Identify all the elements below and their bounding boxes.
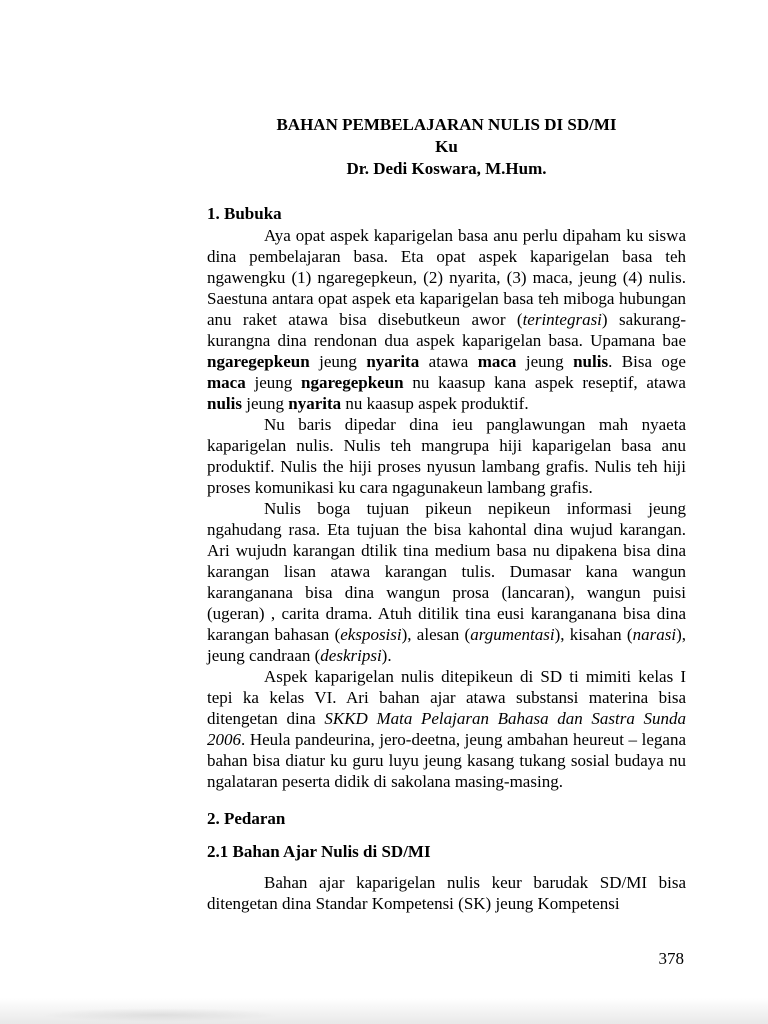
text-run: nyarita [288,394,342,413]
text-run: ), kisahan ( [554,625,633,644]
text-run: eksposisi [340,625,402,644]
text-run: nu kaasup kana aspek reseptif, atawa [403,373,686,392]
subsection-heading: 2.1 Bahan Ajar Nulis di SD/MI [207,842,431,861]
text-run: ngaregepkeun [207,352,310,371]
text-run: jeung [309,352,367,371]
text-run: . Heula pandeurina, jero-deetna, jeung ambahan heureut – legana bahan bisa diatur ku guru luyu jeung kasang tukang sosial budaya nu ngalataran peserta didik di sakolana masing-masing. [207,730,686,791]
text-run: Bahan ajar kaparigelan nulis keur barudak SD/MI bisa ditengetan dina Standar Kompetensi (SK) jeung Kompetensi [207,873,686,913]
text-run: SKKD Mata Pelajaran Bahasa dan Sastra Sunda 2006 [207,709,686,749]
document-body [207,203,686,914]
text-run: ) sakurang-kurangna dina rendonan dua aspek kaparigelan basa. Upamana bae [207,310,686,350]
text-run: ), alesan ( [401,625,471,644]
section-heading: 2. Pedaran [207,809,286,828]
document-content [207,114,686,914]
text-run: nu kaasup aspek produktif. [341,394,529,413]
paragraph [207,872,686,914]
text-run: narasi [632,625,677,644]
text-run: ), jeung candraan ( [207,625,686,665]
paragraph [207,414,686,498]
text-run: jeung [516,352,574,371]
paragraph [207,225,686,414]
text-run: Nu baris dipedar dina ieu panglawungan mah nyaeta kaparigelan nulis. Nulis teh mangrupa hiji kaparigelan basa anu produktif. Nulis the hiji proses nyusun lambang grafis. Nulis teh hiji proses komunikasi ku cara ngagunakeun lambang grafis. [207,415,686,497]
scan-shadow-artifact [0,998,768,1024]
paragraph [207,666,686,792]
text-run: nulis [207,394,242,413]
text-run: nyarita [366,352,420,371]
text-run: Aya opat aspek kaparigelan basa anu perlu dipaham ku siswa dina pembelajaran basa. Eta opat aspek kaparigelan basa teh ngawengku (1) ngaregepkeun, (2) nyarita, (3) maca, jeung (4) nulis. Saestuna antara opat aspek eta kaparigelan basa teh miboga hubungan anu raket atawa bisa disebutkeun awor ( [207,226,686,329]
text-run: maca [207,373,246,392]
text-run: ngaregepkeun [300,373,404,392]
text-run: jeung [245,373,301,392]
text-run: deskripsi [320,646,382,665]
text-run: atawa [419,352,478,371]
title-block [207,114,686,180]
page-number: 378 [658,949,684,968]
text-run: Aspek kaparigelan nulis ditepikeun di SD ti mimiti kelas I tepi ka kelas VI. Ari bahan ajar atawa substansi materina bisa ditengetan dina [207,667,686,728]
text-run: . Bisa oge [608,352,686,371]
text-run: terintegrasi [522,310,602,329]
paragraph [207,498,686,666]
text-run: jeung [241,394,289,413]
doc-author: Dr. Dedi Koswara, M.Hum. [346,159,547,178]
scan-smudge-artifact [40,1008,280,1022]
doc-byline: Ku [435,137,458,156]
text-run: Nulis boga tujuan pikeun nepikeun informasi jeung ngahudang rasa. Eta tujuan the bisa kahontal dina wujud karangan. Ari wujudn karangan dtilik tina medium basa nu dipakena bisa dina karangan lisan atawa karangan tulis. Dumasar kana wangun karanganana bisa dina wangun prosa (lancaran), wangun puisi (ugeran) , carita drama. Atuh ditilik tina eusi karanganana bisa dina karangan bahasan ( [207,499,686,644]
text-run: ). [381,646,392,665]
section-heading: 1. Bubuka [207,204,282,223]
text-run: argumentasi [470,625,555,644]
doc-title: BAHAN PEMBELAJARAN NULIS DI SD/MI [276,115,617,134]
text-run: maca [477,352,517,371]
text-run: nulis [573,352,609,371]
